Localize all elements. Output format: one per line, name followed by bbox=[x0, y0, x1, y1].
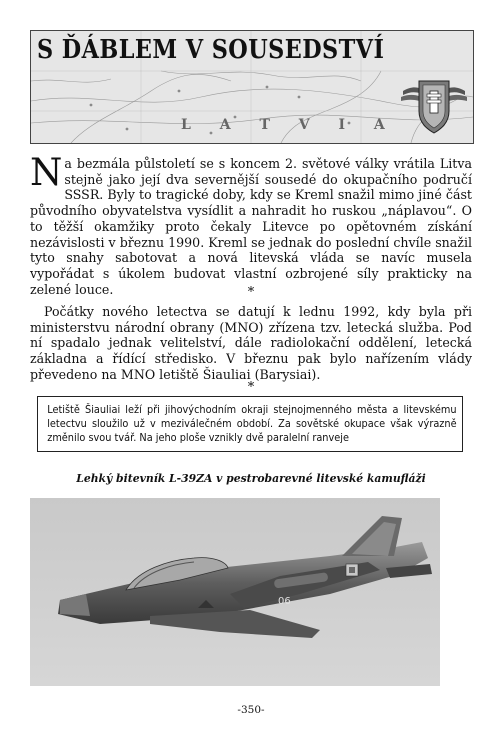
section-separator: * bbox=[247, 285, 255, 300]
aircraft-photo bbox=[30, 498, 440, 686]
intro-paragraph bbox=[30, 151, 472, 297]
info-box-text: Letiště Šiauliai leží při jihovýchodním okraji stejnojmenného města a litevskému letectvu sloužilo už v meziválečném období. Za sovětské okupace však výrazně změnilo svou tvář. Na jeho ploše vznikly dvě paralelní ranveje bbox=[47, 404, 457, 444]
history-paragraph: Počátky nového letectva se datují k lednu 1992, kdy byla při ministerstvu národní obrany (MNO) zřízena tzv. letecká služba. Pod ní spadalo jednak velitelství, dále radiolokační oddělení, letecká základna a řídící středisko. V březnu pak bylo nařízením vlády převedeno na MNO letiště Šiauliai (Barysiai). bbox=[30, 304, 472, 382]
photo-caption: Lehký bitevník L-39ZA v pestrobarevné litevské kamufláži bbox=[76, 472, 426, 485]
section-separator: * bbox=[247, 380, 255, 395]
header-banner bbox=[30, 30, 474, 144]
aircraft-tail-number: 06 bbox=[278, 596, 291, 607]
info-box bbox=[37, 396, 463, 452]
lithuanian-air-force-emblem-icon bbox=[399, 67, 469, 137]
intro-paragraph-text: a bezmála půlstoletí se s koncem 2. světové války vrátila Litva stejně jako její dva severnější sousedé do okupačního područí SSSR. Byly to tragické doby, kdy se Kreml snažil mimo jiné část původního obyvatelstva vysídlit a nahradit ho ruskou „náplavou“. O to těžší okamžiky proto čekaly Litevce po opětovném získání nezávislosti v březnu 1990. Kreml se jednak do poslední chvíle snažil tyto snahy sabotovat a nová litevská vláda se navíc musela vypořádat s úkolem budovat vlastní ozbrojené síly prakticky na zelené louce. bbox=[30, 156, 472, 297]
chapter-title: S ĎÁBLEM V SOUSEDSTVÍ bbox=[37, 35, 385, 65]
drop-cap: N bbox=[30, 151, 63, 194]
page-number: -350- bbox=[237, 704, 265, 716]
map-region-label: L A T V I A bbox=[181, 117, 397, 133]
